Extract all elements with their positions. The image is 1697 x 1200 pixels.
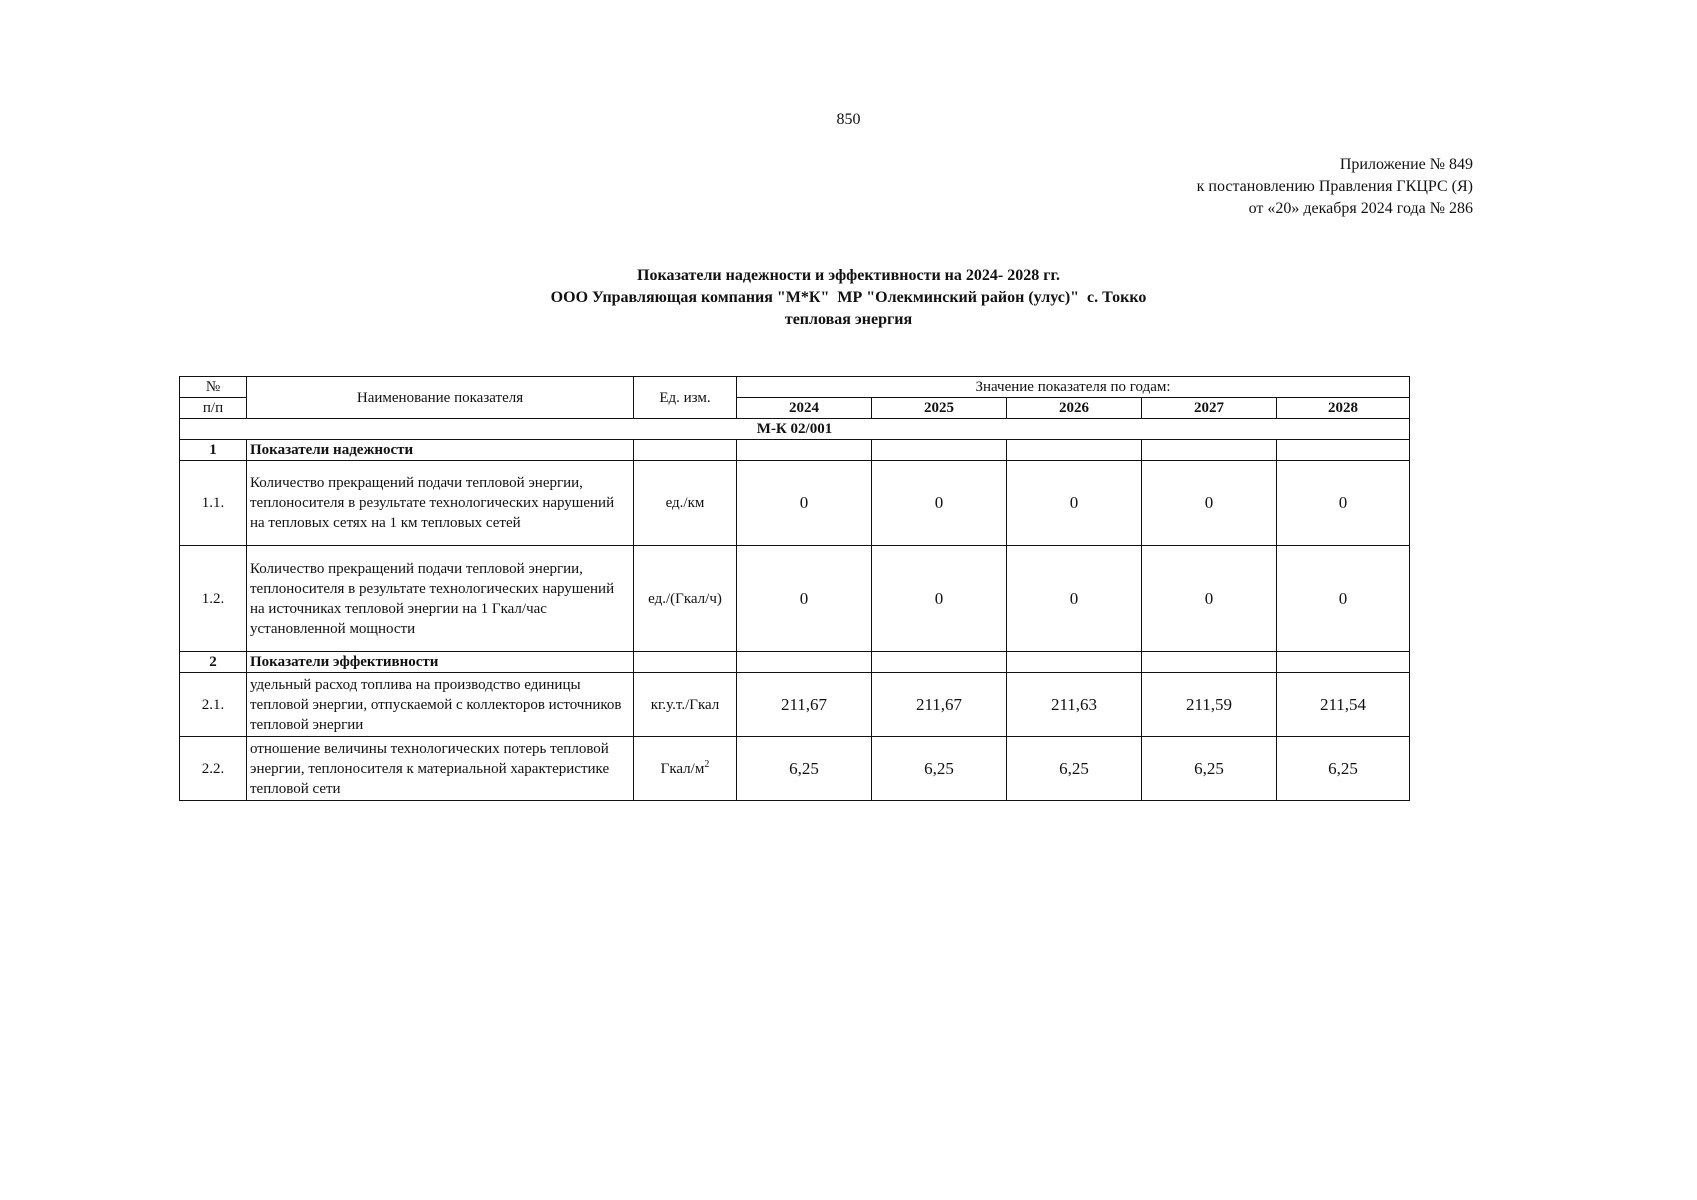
value-2026: 211,63: [1007, 673, 1142, 737]
value-2025: 211,67: [872, 673, 1007, 737]
appendix-line-3: от «20» декабря 2024 года № 286: [1248, 200, 1473, 217]
header-year-2027: 2027: [1142, 398, 1277, 419]
table-row: [180, 546, 1410, 652]
header-no-bottom: п/п: [180, 398, 247, 419]
unit-superscript: 2: [704, 758, 710, 770]
title-line-3: тепловая энергия: [784, 311, 913, 328]
value-2024: 6,25: [737, 737, 872, 801]
value-2028: 211,54: [1277, 673, 1410, 737]
indicator-unit: [634, 737, 737, 801]
value-2028: 0: [1277, 546, 1410, 652]
value-2024: 0: [737, 461, 872, 546]
indicator-unit: ед./км: [634, 461, 737, 546]
header-values-by-year: Значение показателя по годам:: [737, 377, 1410, 398]
value-2024: 0: [737, 546, 872, 652]
header-year-2025: 2025: [872, 398, 1007, 419]
row-number: 1.1.: [180, 461, 247, 546]
appendix-line-1: Приложение № 849: [1339, 156, 1473, 173]
row-number: 2.1.: [180, 673, 247, 737]
section-number: 1: [180, 440, 247, 461]
header-no-top: №: [180, 377, 247, 398]
indicator-unit: кг.у.т./Гкал: [634, 673, 737, 737]
section-title: Показатели надежности: [247, 440, 634, 461]
title-line-2: ООО Управляющая компания "М*К" МР "Олекминский район (улус)" с. Токко: [550, 289, 1147, 306]
value-2028: 0: [1277, 461, 1410, 546]
table-row: [180, 737, 1410, 801]
page-number: 850: [836, 111, 861, 128]
value-2025: 6,25: [872, 737, 1007, 801]
header-row-top: [180, 377, 1410, 398]
value-2025: 0: [872, 546, 1007, 652]
document-title: [0, 265, 1697, 331]
value-2026: 6,25: [1007, 737, 1142, 801]
header-year-2028: 2028: [1277, 398, 1410, 419]
value-2027: 211,59: [1142, 673, 1277, 737]
value-2026: 0: [1007, 461, 1142, 546]
row-number: 2.2.: [180, 737, 247, 801]
value-2028: 6,25: [1277, 737, 1410, 801]
indicator-name: удельный расход топлива на производство единицы тепловой энергии, отпускаемой с коллекторов источников тепловой энергии: [247, 673, 634, 737]
appendix-line-2: к постановлению Правления ГКЦРС (Я): [1196, 178, 1473, 195]
header-year-2026: 2026: [1007, 398, 1142, 419]
table-row: [180, 673, 1410, 737]
indicators-table: [179, 376, 1410, 801]
indicator-name: отношение величины технологических потерь тепловой энергии, теплоносителя к материальной характеристике тепловой сети: [247, 737, 634, 801]
title-line-1: Показатели надежности и эффективности на 2024- 2028 гг.: [637, 267, 1060, 284]
row-number: 1.2.: [180, 546, 247, 652]
value-2026: 0: [1007, 546, 1142, 652]
section-row-reliability: [180, 440, 1410, 461]
section-row-efficiency: [180, 652, 1410, 673]
section-number: 2: [180, 652, 247, 673]
object-code-row: [180, 419, 1410, 440]
unit-text: Гкал/м: [660, 760, 705, 777]
value-2027: 0: [1142, 546, 1277, 652]
indicator-name: Количество прекращений подачи тепловой энергии, теплоносителя в результате технологических нарушений на тепловых сетях на 1 км тепловых сетей: [247, 461, 634, 546]
table-row: [180, 461, 1410, 546]
object-code: М-К 02/001: [180, 419, 1410, 440]
indicator-name: Количество прекращений подачи тепловой энергии, теплоносителя в результате технологических нарушений на источниках тепловой энергии на 1 Гкал/час установленной мощности: [247, 546, 634, 652]
value-2024: 211,67: [737, 673, 872, 737]
value-2027: 0: [1142, 461, 1277, 546]
indicator-unit: ед./(Гкал/ч): [634, 546, 737, 652]
value-2025: 0: [872, 461, 1007, 546]
value-2027: 6,25: [1142, 737, 1277, 801]
header-name: Наименование показателя: [247, 377, 634, 419]
header-year-2024: 2024: [737, 398, 872, 419]
appendix-reference: [1197, 154, 1473, 220]
header-unit: Ед. изм.: [634, 377, 737, 419]
section-title: Показатели эффективности: [247, 652, 634, 673]
